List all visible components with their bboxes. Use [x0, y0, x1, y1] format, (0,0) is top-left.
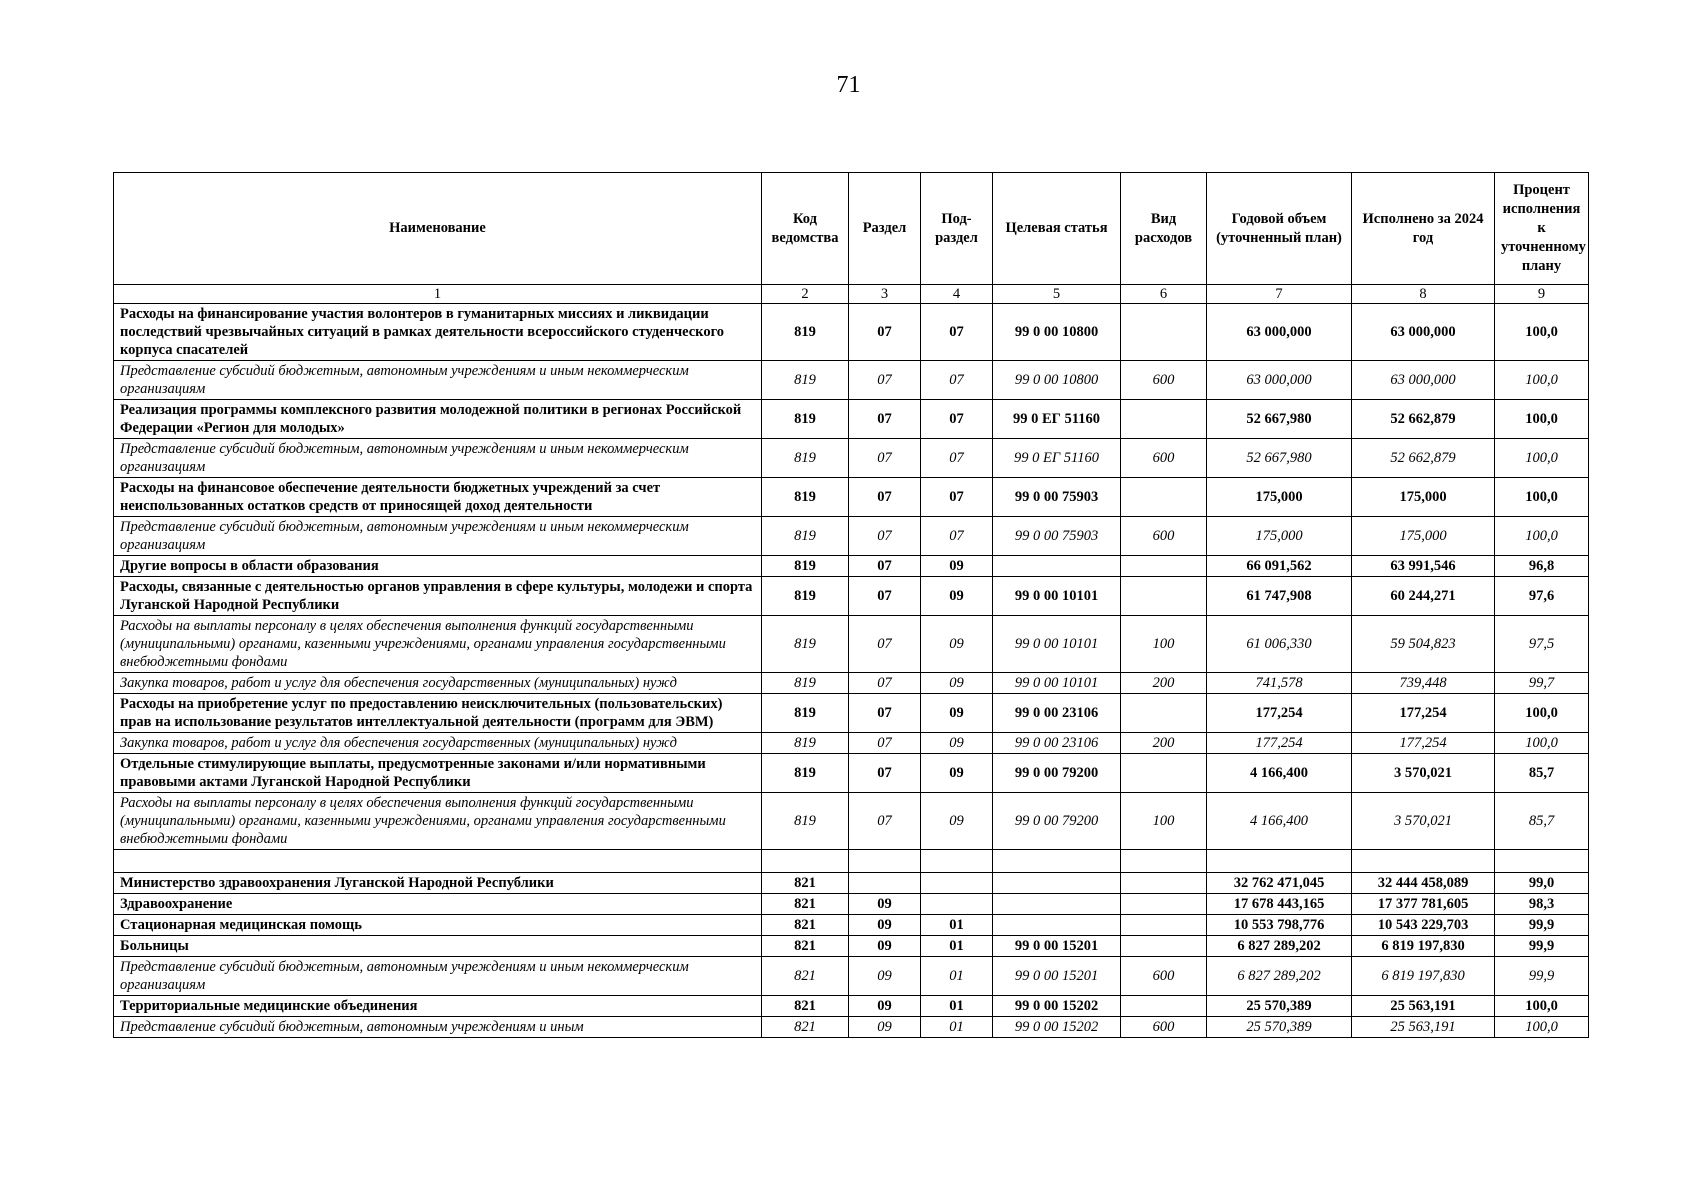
cell-target-article: 99 0 00 10101 — [993, 616, 1121, 673]
table-row — [114, 936, 1589, 957]
cell-subsection: 07 — [921, 400, 993, 439]
column-number: 2 — [762, 285, 849, 304]
cell-name: Закупка товаров, работ и услуг для обеспечения государственных (муниципальных) нужд — [114, 673, 762, 694]
page-number: 71 — [836, 72, 861, 98]
cell-expense-type: 600 — [1121, 361, 1207, 400]
table-row — [114, 556, 1589, 577]
cell-target-article: 99 0 00 75903 — [993, 478, 1121, 517]
cell-expense-type — [1121, 894, 1207, 915]
cell-name: Представление субсидий бюджетным, автономным учреждениям и иным некоммерческим организациям — [114, 517, 762, 556]
cell-name: Стационарная медицинская помощь — [114, 915, 762, 936]
cell-annual-volume: 25 570,389 — [1207, 996, 1352, 1017]
cell-percent: 100,0 — [1495, 733, 1589, 754]
cell-executed: 63 000,000 — [1352, 361, 1495, 400]
cell-subsection — [921, 873, 993, 894]
table-row — [114, 439, 1589, 478]
cell-executed: 60 244,271 — [1352, 577, 1495, 616]
cell-subsection: 09 — [921, 733, 993, 754]
cell-executed: 63 000,000 — [1352, 304, 1495, 361]
cell-target-article: 99 0 00 23106 — [993, 733, 1121, 754]
cell-dept-code: 819 — [762, 793, 849, 850]
cell-target-article: 99 0 00 75903 — [993, 517, 1121, 556]
cell-dept-code: 819 — [762, 616, 849, 673]
cell-expense-type: 600 — [1121, 957, 1207, 996]
cell-executed: 25 563,191 — [1352, 996, 1495, 1017]
cell-percent: 100,0 — [1495, 517, 1589, 556]
cell-subsection: 07 — [921, 361, 993, 400]
cell-percent: 100,0 — [1495, 478, 1589, 517]
table-row — [114, 400, 1589, 439]
cell-annual-volume: 6 827 289,202 — [1207, 957, 1352, 996]
cell-expense-type: 600 — [1121, 439, 1207, 478]
cell-section: 07 — [849, 400, 921, 439]
cell-section: 07 — [849, 793, 921, 850]
cell-section: 09 — [849, 915, 921, 936]
budget-table — [113, 172, 1589, 1038]
cell-executed: 52 662,879 — [1352, 400, 1495, 439]
cell-executed: 177,254 — [1352, 733, 1495, 754]
cell-name: Расходы на выплаты персоналу в целях обеспечения выполнения функций государственными (муниципальными) органами, казенными учреждениями, органами управления государственными внебюджетными фондами — [114, 793, 762, 850]
cell-name: Представление субсидий бюджетным, автономным учреждениям и иным некоммерческим организациям — [114, 361, 762, 400]
cell-percent: 99,9 — [1495, 936, 1589, 957]
cell-target-article: 99 0 00 10101 — [993, 577, 1121, 616]
cell-subsection: 09 — [921, 577, 993, 616]
cell-annual-volume: 177,254 — [1207, 733, 1352, 754]
cell-expense-type — [1121, 915, 1207, 936]
cell-section: 07 — [849, 517, 921, 556]
cell-section: 07 — [849, 361, 921, 400]
cell-dept-code: 819 — [762, 733, 849, 754]
cell-name: Закупка товаров, работ и услуг для обеспечения государственных (муниципальных) нужд — [114, 733, 762, 754]
cell-name: Расходы, связанные с деятельностью органов управления в сфере культуры, молодежи и спорта Луганской Народной Республики — [114, 577, 762, 616]
table-row — [114, 996, 1589, 1017]
cell-subsection: 01 — [921, 996, 993, 1017]
cell-dept-code: 821 — [762, 873, 849, 894]
cell-target-article: 99 0 00 15202 — [993, 1017, 1121, 1038]
cell-executed: 3 570,021 — [1352, 754, 1495, 793]
cell-section: 07 — [849, 556, 921, 577]
cell-annual-volume — [1207, 850, 1352, 873]
cell-target-article: 99 0 00 15202 — [993, 996, 1121, 1017]
cell-target-article: 99 0 ЕГ 51160 — [993, 400, 1121, 439]
cell-expense-type — [1121, 754, 1207, 793]
cell-target-article: 99 0 00 23106 — [993, 694, 1121, 733]
cell-target-article: 99 0 00 10101 — [993, 673, 1121, 694]
cell-dept-code: 819 — [762, 304, 849, 361]
cell-section: 07 — [849, 694, 921, 733]
cell-percent: 100,0 — [1495, 361, 1589, 400]
header-expense-type: Вид расходов — [1121, 173, 1207, 285]
cell-annual-volume: 32 762 471,045 — [1207, 873, 1352, 894]
cell-dept-code — [762, 850, 849, 873]
cell-subsection: 07 — [921, 439, 993, 478]
table-row — [114, 915, 1589, 936]
cell-name: Представление субсидий бюджетным, автономным учреждениям и иным некоммерческим организациям — [114, 957, 762, 996]
cell-executed: 175,000 — [1352, 517, 1495, 556]
cell-annual-volume: 66 091,562 — [1207, 556, 1352, 577]
table-row — [114, 793, 1589, 850]
cell-section — [849, 873, 921, 894]
cell-annual-volume: 25 570,389 — [1207, 1017, 1352, 1038]
cell-dept-code: 819 — [762, 478, 849, 517]
cell-annual-volume: 61 006,330 — [1207, 616, 1352, 673]
cell-dept-code: 819 — [762, 577, 849, 616]
cell-section: 07 — [849, 733, 921, 754]
cell-executed: 32 444 458,089 — [1352, 873, 1495, 894]
cell-name: Территориальные медицинские объединения — [114, 996, 762, 1017]
cell-annual-volume: 6 827 289,202 — [1207, 936, 1352, 957]
cell-executed: 6 819 197,830 — [1352, 957, 1495, 996]
cell-dept-code: 819 — [762, 400, 849, 439]
cell-expense-type — [1121, 694, 1207, 733]
header-name: Наименование — [114, 173, 762, 285]
cell-executed: 177,254 — [1352, 694, 1495, 733]
table-row — [114, 957, 1589, 996]
cell-section: 07 — [849, 577, 921, 616]
cell-dept-code: 821 — [762, 915, 849, 936]
cell-dept-code: 821 — [762, 1017, 849, 1038]
cell-percent: 100,0 — [1495, 439, 1589, 478]
table-row — [114, 894, 1589, 915]
cell-executed: 3 570,021 — [1352, 793, 1495, 850]
column-number: 6 — [1121, 285, 1207, 304]
cell-dept-code: 819 — [762, 694, 849, 733]
column-number: 5 — [993, 285, 1121, 304]
cell-subsection: 09 — [921, 556, 993, 577]
cell-percent — [1495, 850, 1589, 873]
cell-expense-type: 200 — [1121, 673, 1207, 694]
column-number: 4 — [921, 285, 993, 304]
column-number: 8 — [1352, 285, 1495, 304]
cell-name: Министерство здравоохранения Луганской Народной Республики — [114, 873, 762, 894]
cell-expense-type — [1121, 577, 1207, 616]
column-number: 3 — [849, 285, 921, 304]
table-row — [114, 694, 1589, 733]
header-subsection: Под-раздел — [921, 173, 993, 285]
cell-dept-code: 819 — [762, 556, 849, 577]
table-row — [114, 754, 1589, 793]
table-row — [114, 673, 1589, 694]
cell-subsection: 07 — [921, 304, 993, 361]
cell-percent: 85,7 — [1495, 754, 1589, 793]
cell-section: 09 — [849, 996, 921, 1017]
cell-dept-code: 821 — [762, 894, 849, 915]
cell-subsection: 01 — [921, 936, 993, 957]
cell-target-article — [993, 556, 1121, 577]
table-body — [114, 304, 1589, 1038]
table-row — [114, 873, 1589, 894]
cell-percent: 100,0 — [1495, 996, 1589, 1017]
column-number: 1 — [114, 285, 762, 304]
cell-executed: 63 991,546 — [1352, 556, 1495, 577]
cell-subsection: 01 — [921, 915, 993, 936]
cell-target-article: 99 0 00 10800 — [993, 304, 1121, 361]
cell-expense-type: 100 — [1121, 616, 1207, 673]
cell-name: Другие вопросы в области образования — [114, 556, 762, 577]
cell-subsection: 01 — [921, 957, 993, 996]
cell-section — [849, 850, 921, 873]
cell-subsection: 01 — [921, 1017, 993, 1038]
table-row — [114, 616, 1589, 673]
cell-annual-volume: 61 747,908 — [1207, 577, 1352, 616]
cell-section: 07 — [849, 673, 921, 694]
cell-percent: 100,0 — [1495, 400, 1589, 439]
cell-target-article — [993, 873, 1121, 894]
cell-section: 07 — [849, 439, 921, 478]
cell-dept-code: 821 — [762, 996, 849, 1017]
cell-name: Здравоохранение — [114, 894, 762, 915]
cell-executed: 175,000 — [1352, 478, 1495, 517]
cell-dept-code: 821 — [762, 936, 849, 957]
cell-percent: 100,0 — [1495, 304, 1589, 361]
cell-name: Расходы на приобретение услуг по предоставлению неисключительных (пользовательских) прав на использование результатов интеллектуальной деятельности (программ для ЭВМ) — [114, 694, 762, 733]
cell-percent: 98,3 — [1495, 894, 1589, 915]
cell-name: Расходы на финансовое обеспечение деятельности бюджетных учреждений за счет неиспользованных остатков средств от приносящей доход деятельности — [114, 478, 762, 517]
cell-section: 07 — [849, 754, 921, 793]
table-row — [114, 517, 1589, 556]
cell-executed: 10 543 229,703 — [1352, 915, 1495, 936]
cell-subsection: 07 — [921, 478, 993, 517]
cell-name: Представление субсидий бюджетным, автономным учреждениям и иным некоммерческим организациям — [114, 439, 762, 478]
cell-subsection — [921, 850, 993, 873]
table-row — [114, 1017, 1589, 1038]
cell-expense-type — [1121, 400, 1207, 439]
cell-section: 07 — [849, 304, 921, 361]
cell-name: Представление субсидий бюджетным, автономным учреждениям и иным — [114, 1017, 762, 1038]
cell-dept-code: 819 — [762, 439, 849, 478]
cell-section: 09 — [849, 957, 921, 996]
cell-annual-volume: 175,000 — [1207, 517, 1352, 556]
column-number: 9 — [1495, 285, 1589, 304]
cell-executed — [1352, 850, 1495, 873]
cell-section: 09 — [849, 894, 921, 915]
cell-target-article: 99 0 00 79200 — [993, 754, 1121, 793]
cell-subsection — [921, 894, 993, 915]
cell-section: 09 — [849, 936, 921, 957]
header-executed: Исполнено за 2024 год — [1352, 173, 1495, 285]
cell-executed: 59 504,823 — [1352, 616, 1495, 673]
cell-dept-code: 821 — [762, 957, 849, 996]
cell-subsection: 09 — [921, 793, 993, 850]
header-row — [114, 173, 1589, 285]
cell-section: 09 — [849, 1017, 921, 1038]
cell-annual-volume: 52 667,980 — [1207, 400, 1352, 439]
table-row — [114, 733, 1589, 754]
cell-subsection: 07 — [921, 517, 993, 556]
cell-expense-type — [1121, 556, 1207, 577]
header-section: Раздел — [849, 173, 921, 285]
cell-subsection: 09 — [921, 616, 993, 673]
cell-percent: 99,0 — [1495, 873, 1589, 894]
cell-annual-volume: 4 166,400 — [1207, 754, 1352, 793]
cell-dept-code: 819 — [762, 754, 849, 793]
header-dept-code: Код ведомства — [762, 173, 849, 285]
cell-section: 07 — [849, 478, 921, 517]
header-percent: Процент исполнения к уточненному плану — [1495, 173, 1589, 285]
cell-dept-code: 819 — [762, 361, 849, 400]
cell-section: 07 — [849, 616, 921, 673]
cell-percent: 100,0 — [1495, 1017, 1589, 1038]
cell-name: Больницы — [114, 936, 762, 957]
cell-annual-volume: 175,000 — [1207, 478, 1352, 517]
cell-annual-volume: 177,254 — [1207, 694, 1352, 733]
cell-annual-volume: 741,578 — [1207, 673, 1352, 694]
cell-expense-type — [1121, 478, 1207, 517]
cell-dept-code: 819 — [762, 517, 849, 556]
cell-annual-volume: 63 000,000 — [1207, 361, 1352, 400]
cell-target-article: 99 0 00 15201 — [993, 957, 1121, 996]
cell-target-article — [993, 915, 1121, 936]
table-row-empty — [114, 850, 1589, 873]
cell-expense-type — [1121, 850, 1207, 873]
cell-executed: 17 377 781,605 — [1352, 894, 1495, 915]
cell-subsection: 09 — [921, 673, 993, 694]
cell-executed: 25 563,191 — [1352, 1017, 1495, 1038]
cell-name: Расходы на финансирование участия волонтеров в гуманитарных миссиях и ликвидации последствий чрезвычайных ситуаций в рамках деятельности всероссийского студенческого корпуса спасателей — [114, 304, 762, 361]
table-row — [114, 577, 1589, 616]
cell-target-article: 99 0 00 10800 — [993, 361, 1121, 400]
cell-percent: 97,5 — [1495, 616, 1589, 673]
cell-expense-type: 100 — [1121, 793, 1207, 850]
cell-expense-type — [1121, 996, 1207, 1017]
cell-expense-type: 600 — [1121, 517, 1207, 556]
cell-dept-code: 819 — [762, 673, 849, 694]
table-row — [114, 304, 1589, 361]
cell-target-article: 99 0 00 79200 — [993, 793, 1121, 850]
cell-name: Отдельные стимулирующие выплаты, предусмотренные законами и/или нормативными правовыми актами Луганской Народной Республики — [114, 754, 762, 793]
cell-percent: 85,7 — [1495, 793, 1589, 850]
cell-annual-volume: 10 553 798,776 — [1207, 915, 1352, 936]
column-number-row — [114, 285, 1589, 304]
cell-annual-volume: 17 678 443,165 — [1207, 894, 1352, 915]
cell-target-article — [993, 850, 1121, 873]
cell-expense-type — [1121, 304, 1207, 361]
cell-expense-type — [1121, 936, 1207, 957]
cell-executed: 739,448 — [1352, 673, 1495, 694]
cell-expense-type: 200 — [1121, 733, 1207, 754]
cell-target-article: 99 0 ЕГ 51160 — [993, 439, 1121, 478]
cell-percent: 100,0 — [1495, 694, 1589, 733]
cell-name: Реализация программы комплексного развития молодежной политики в регионах Российской Федерации «Регион для молодых» — [114, 400, 762, 439]
table-row — [114, 478, 1589, 517]
column-number: 7 — [1207, 285, 1352, 304]
cell-percent: 99,7 — [1495, 673, 1589, 694]
cell-annual-volume: 4 166,400 — [1207, 793, 1352, 850]
cell-target-article — [993, 894, 1121, 915]
cell-executed: 6 819 197,830 — [1352, 936, 1495, 957]
table-row — [114, 361, 1589, 400]
cell-percent: 97,6 — [1495, 577, 1589, 616]
cell-name: Расходы на выплаты персоналу в целях обеспечения выполнения функций государственными (муниципальными) органами, казенными учреждениями, органами управления государственными внебюджетными фондами — [114, 616, 762, 673]
header-target-article: Целевая статья — [993, 173, 1121, 285]
header-annual-volume: Годовой объем (уточненный план) — [1207, 173, 1352, 285]
cell-percent: 99,9 — [1495, 957, 1589, 996]
cell-annual-volume: 52 667,980 — [1207, 439, 1352, 478]
cell-target-article: 99 0 00 15201 — [993, 936, 1121, 957]
cell-percent: 96,8 — [1495, 556, 1589, 577]
cell-executed: 52 662,879 — [1352, 439, 1495, 478]
cell-expense-type: 600 — [1121, 1017, 1207, 1038]
cell-subsection: 09 — [921, 754, 993, 793]
cell-annual-volume: 63 000,000 — [1207, 304, 1352, 361]
cell-percent: 99,9 — [1495, 915, 1589, 936]
cell-subsection: 09 — [921, 694, 993, 733]
cell-expense-type — [1121, 873, 1207, 894]
cell-name — [114, 850, 762, 873]
